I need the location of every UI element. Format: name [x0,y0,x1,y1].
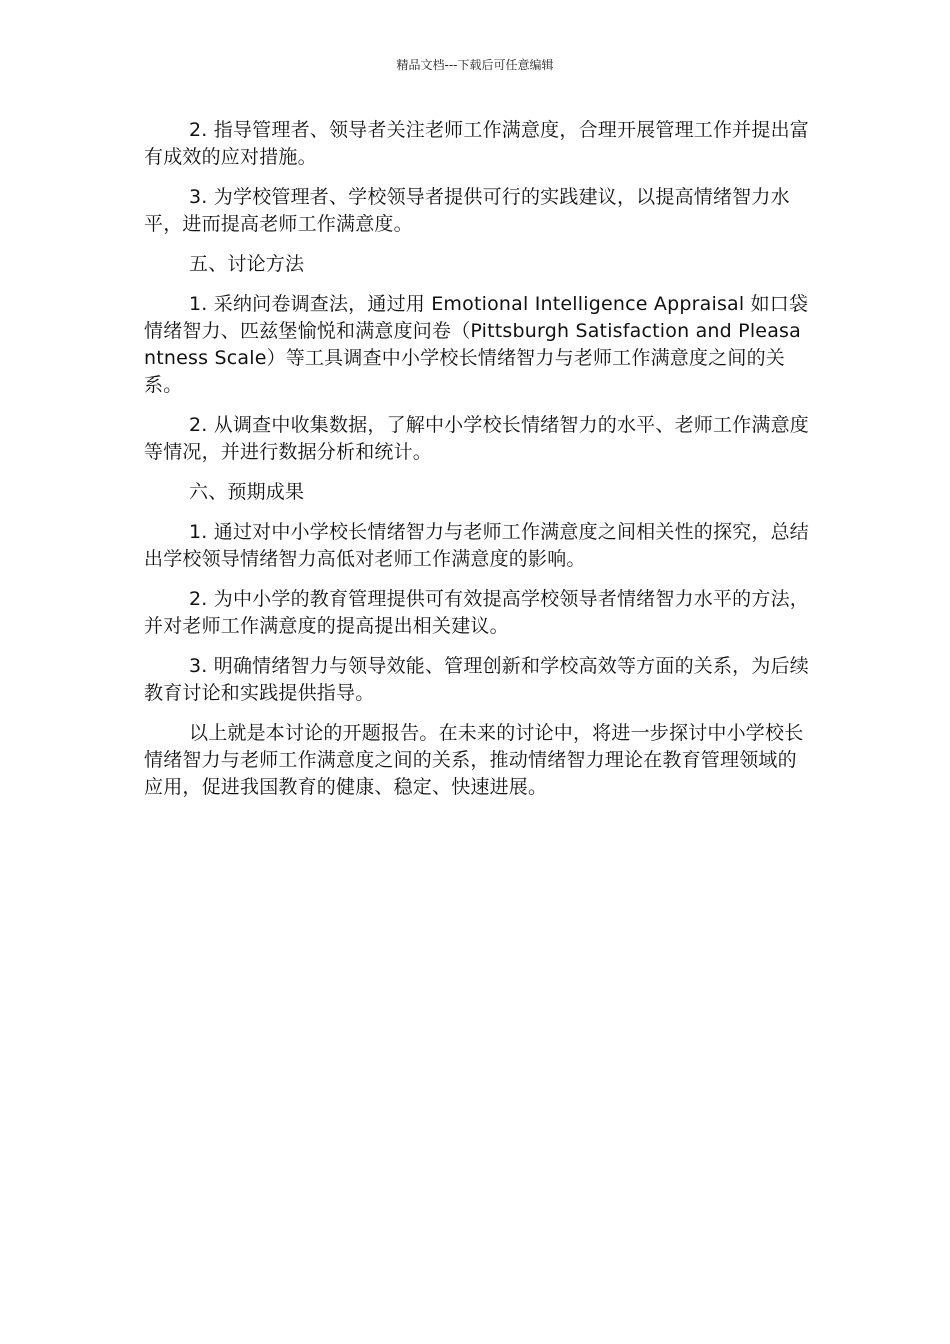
paragraph-result-correlation: 1. 通过对中小学校长情绪智力与老师工作满意度之间相关性的探究，总结出学校领导情绪智力高低对老师工作满意度的影响。 [144,521,809,570]
paragraph-data-collection: 2. 从调查中收集数据，了解中小学校长情绪智力的水平、老师工作满意度等情况，并进行数据分析和统计。 [144,414,809,463]
paragraph-result-relationship: 3. 明确情绪智力与领导效能、管理创新和学校高效等方面的关系，为后续教育讨论和实践提供指导。 [144,655,809,704]
paragraph-questionnaire-method: 1. 采纳问卷调查法，通过用 Emotional Intelligence Appraisal 如口袋情绪智力、匹兹堡愉悦和满意度问卷（Pittsburgh Satisfaction and Pleasantness Scale）等工具调查中小学校长情绪智力与老师工作满意度之间的关系。 [144,293,809,396]
section-heading-expected-results: 六、预期成果 [189,481,305,503]
paragraph-guide-managers: 2. 指导管理者、领导者关注老师工作满意度，合理开展管理工作并提出富有成效的应对措施。 [144,119,809,168]
section-heading-methods: 五、讨论方法 [189,253,305,275]
paragraph-result-methods: 2. 为中小学的教育管理提供可有效提高学校领导者情绪智力水平的方法，并对老师工作满意度的提高提出相关建议。 [144,588,809,637]
document-body [144,117,809,814]
page-header: 精品文档---下载后可任意编辑 [396,58,554,72]
paragraph-practical-suggestions: 3. 为学校管理者、学校领导者提供可行的实践建议，以提高情绪智力水平，进而提高老师工作满意度。 [144,186,790,235]
paragraph-conclusion: 以上就是本讨论的开题报告。在未来的讨论中，将进一步探讨中小学校长情绪智力与老师工作满意度之间的关系，推动情绪智力理论在教育管理领域的应用，促进我国教育的健康、稳定、快速进展。 [144,722,804,798]
